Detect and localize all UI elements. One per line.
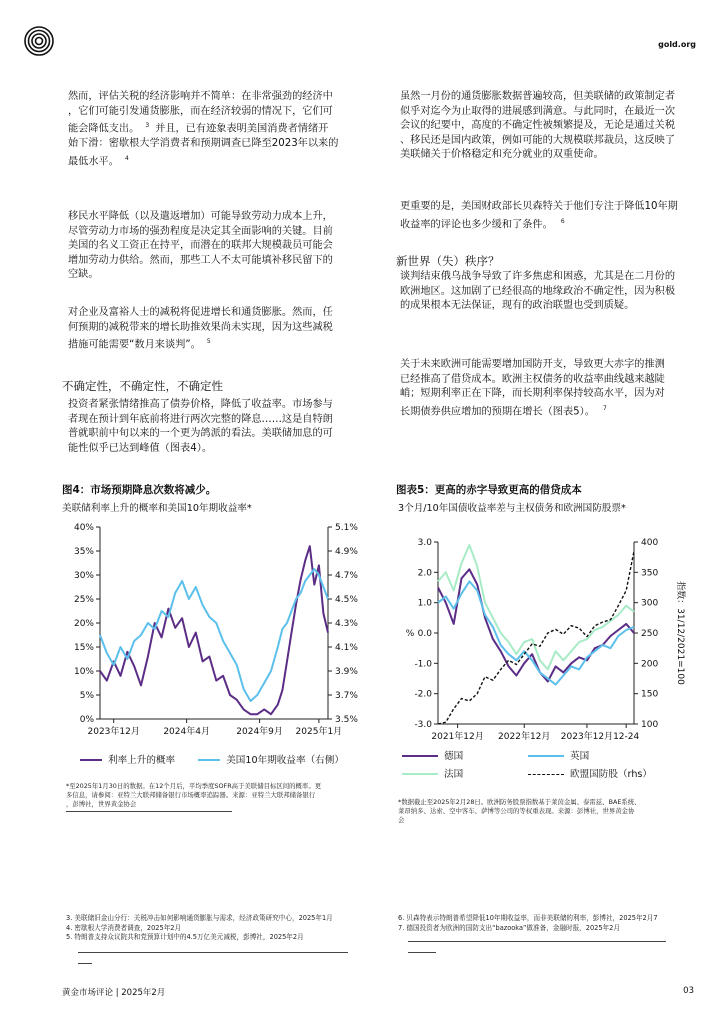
y-right-tick-label: 400 [641, 538, 659, 548]
chart5-title: 图表5：更高的赤字导致更高的借贷成本 [396, 484, 582, 496]
y-left-tick-label: 0.0 [417, 629, 432, 639]
right-paragraph-1: 虽然一月份的通货膨胀数据普遍较高，但美联储的政策制定者 似乎对迄今为止取得的进展感到满意。与此同时，在最近一次 会议的纪要中，高度的不确定性被频繁提及，无论是通过关税 、移民还是国内政策，例如可能的大规模联邦裁员，这反映了 美联储关于价格稳定和充分就业的双重使命。 [400, 91, 676, 161]
y-left-tick-label: -1.0 [414, 659, 432, 670]
series-line-3 [438, 551, 634, 724]
right-section-heading: 新世界（失）秩序？ [396, 254, 500, 268]
chart4-subtitle: 美联储利率上升的概率和美国10年期收益率* [62, 503, 252, 514]
footnotes-left-rule-2 [78, 963, 92, 964]
logo-icon [24, 26, 54, 56]
series-line-1 [438, 581, 634, 684]
legend-label-us10y: 美国10年期收益率（右侧） [226, 755, 344, 766]
x-tick-label: 2024年9月 [236, 727, 283, 737]
legend-swatch-germany [402, 755, 438, 757]
right-p2-text: 更重要的是，美国财政部长贝森特关于他们专注于降低10年期 收益率的评论也多少缓和了条件。 [400, 201, 678, 230]
x-tick-label: 2023年12月 [560, 732, 614, 742]
y-right-tick-label: 4.1% [335, 643, 358, 653]
chart5-note: *数据截止至2025年2月28日。欧洲防务股票指数基于莱茵金属、泰雷兹、BAE系统、 莱昂纳多、达索、空中客车、萨博等公司的等权重表现。来源：彭博社，世界黄金协 会 [398, 798, 641, 824]
y-right-tick-label: 3.7% [335, 691, 358, 701]
y-left-tick-label: -3.0 [414, 720, 432, 730]
legend-swatch-uk [528, 755, 564, 757]
x-tick-label: 12-24 [613, 732, 640, 742]
y-right-tick-label: 3.5% [335, 715, 358, 725]
legend-label-uk: 英国 [570, 751, 590, 762]
x-tick-label: 2025年1月 [295, 727, 343, 737]
y-left-tick-label: 25% [73, 595, 94, 605]
y-right-axis-label: 指数：31/12/2021=100 [675, 581, 685, 685]
legend-swatch-rate-prob [80, 759, 102, 761]
y-left-tick-label: 3.0 [417, 538, 432, 548]
y-right-tick-label: 4.7% [335, 571, 358, 581]
page-number: 03 [683, 986, 694, 996]
left-section-heading: 不确定性，不确定性，不确定性 [62, 379, 223, 393]
chart5-subtitle: 3个月/10年国债收益率差与主权债务和欧洲国防股票* [398, 503, 626, 514]
chart4-legend [80, 752, 380, 766]
series-line-0 [100, 546, 328, 714]
footnotes-left: 3. 美联储旧金山分行：关税冲击如何影响通货膨胀与需求，经济政策研究中心，2025年1月 4. 密歇根大学消费者调查，2025年2月 5. 特朗普支持众议院共和党预算计划中的4.5万亿美元减税，彭博社，2025年2月 [66, 914, 333, 942]
y-right-tick-label: 300 [641, 598, 659, 609]
y-right-tick-label: 5.1% [335, 523, 358, 533]
y-left-tick-label: 10% [73, 667, 94, 677]
x-tick-label: 2022年12月 [498, 732, 551, 742]
left-paragraph-3 [68, 306, 368, 353]
y-right-tick-label: 4.9% [335, 547, 358, 557]
y-left-tick-label: 30% [73, 571, 94, 581]
y-right-tick-label: 100 [641, 720, 659, 730]
y-right-tick-label: 150 [641, 689, 659, 700]
legend-label-germany: 德国 [444, 751, 464, 762]
chart4-title: 图4：市场预期降息次数将减少。 [62, 484, 217, 496]
footnotes-left-rule-1 [78, 952, 348, 953]
footnotes-right-rule-1 [408, 941, 666, 942]
right-p4-text: 关于未来欧洲可能需要增加国防开支，导致更大赤字的推测 已经推高了借贷成本。欧洲主权债务的收益率曲线越来越陡 峭；短期利率正在下降，而长期利率保持较高水平，因为对 长期债券供应增加的预期在增长（图表5）。 [400, 359, 665, 418]
y-right-tick-label: 4.5% [335, 595, 358, 605]
footnote-ref-3: 3 [145, 122, 150, 130]
y-left-tick-label: -2.0 [414, 689, 432, 700]
y-right-tick-label: 3.9% [335, 667, 358, 677]
footnote-ref-7: 7 [602, 404, 607, 412]
series-line-1 [100, 569, 328, 701]
y-right-tick-label: 250 [641, 629, 659, 639]
chart5-plot [390, 532, 700, 746]
right-paragraph-4 [400, 358, 700, 420]
y-left-tick-label: 20% [73, 619, 94, 629]
footer-publication: 黄金市场评论 | 2025年2月 [62, 988, 166, 998]
footnote-ref-4: 4 [124, 154, 129, 162]
y-left-tick-label: 15% [73, 643, 94, 653]
left-paragraph-2: 移民水平降低（以及遣返增加）可能导致劳动力成本上升， 尽管劳动力市场的强劲程度是决定其全面影响的关键。目前 美国的名义工资正在持平，而潜在的联邦大规模裁员可能会 增加劳动力供给。然而，那些工人不太可能填补移民留下的 空缺。 [68, 211, 333, 281]
y-left-tick-label: 35% [73, 547, 94, 557]
legend-swatch-us10y [198, 759, 220, 761]
y-left-tick-label: 5% [79, 691, 94, 701]
y-left-tick-label: 0% [79, 715, 94, 725]
site-link[interactable]: gold.org [658, 40, 696, 49]
chart4-note: *至2025年1月30日的数据。在12个月后，平均季度SOFR高于美联储目标区间的概率。更 多信息，请参阅：亚特兰大联邦储备银行市场概率追踪器。来源：亚特兰大联邦储备银行 ，彭博社，世界黄金协会 [66, 782, 322, 808]
y-left-tick-label: 2.0 [417, 568, 432, 579]
x-tick-label: 2021年12月 [431, 732, 484, 742]
x-tick-label: 2023年12月 [87, 727, 140, 737]
y-right-tick-label: 350 [641, 568, 659, 579]
chart5-legend [402, 748, 702, 784]
right-paragraph-2 [400, 200, 700, 233]
y-left-tick-label: 40% [73, 523, 94, 533]
legend-swatch-france [402, 773, 438, 775]
chart4-plot [60, 516, 370, 744]
legend-swatch-eu-defence [528, 774, 564, 775]
y-left-axis-label: % [405, 629, 415, 639]
left-p1b-text: 并且，已有迹象表明美国消费者情绪开 始下滑：密歇根大学消费者和预期调查已降至2023年以来的 最低水平。 [68, 123, 339, 168]
left-p1-text: 然而，评估关税的经济影响并不简单：在非常强劲的经济中 ，它们可能引发通货膨胀，而在经济较弱的情况下，它们可 能会降低支出。 [68, 91, 333, 135]
left-paragraph-4: 投资者紧张情绪推高了债券价格，降低了收益率。市场参与 者现在预计到年底前将进行两次完整的降息……这是自特朗 普就职前中旬以来的一个更为鸽派的看法。美联储加息的可 能性似乎已达到峰值（图表4）。 [68, 399, 333, 454]
y-right-tick-label: 200 [641, 659, 659, 670]
y-left-tick-label: 1.0 [417, 598, 432, 609]
footnote-ref-6: 6 [560, 217, 565, 225]
series-line-2 [438, 545, 634, 669]
footnotes-right-rule-2 [408, 952, 436, 953]
legend-label-eu-defence: 欧盟国防股（rhs） [570, 769, 653, 780]
right-paragraph-3: 谈判结束俄乌战争导致了许多焦虑和困惑，尤其是在二月份的 欧洲地区。这加剧了已经很高的地缘政治不确定性，因为积极 的成果根本无法保证，现有的政治联盟也受到质疑。 [400, 271, 676, 312]
x-tick-label: 2024年4月 [163, 727, 210, 737]
left-paragraph-1 [68, 90, 368, 170]
footnotes-right: 6. 贝森特表示特朗普希望降低10年期收益率，而非美联储的利率，彭博社，2025年2月7 7. 德国投资者为欧洲的国防支出“bazooka”做准备，金融时报，2025年2月 [398, 914, 658, 932]
y-right-tick-label: 4.3% [335, 619, 358, 629]
legend-label-rate-prob: 利率上升的概率 [108, 755, 176, 766]
footnote-ref-5: 5 [206, 338, 211, 346]
left-p3-text: 对企业及富裕人士的减税将促进增长和通货膨胀。然而，任 何预期的减税带来的增长助推效果尚未实现，因为这些减税 措施可能需要“数月来谈判”。 [68, 307, 333, 351]
chart4-note-rule [66, 811, 232, 812]
legend-label-france: 法国 [444, 769, 464, 780]
